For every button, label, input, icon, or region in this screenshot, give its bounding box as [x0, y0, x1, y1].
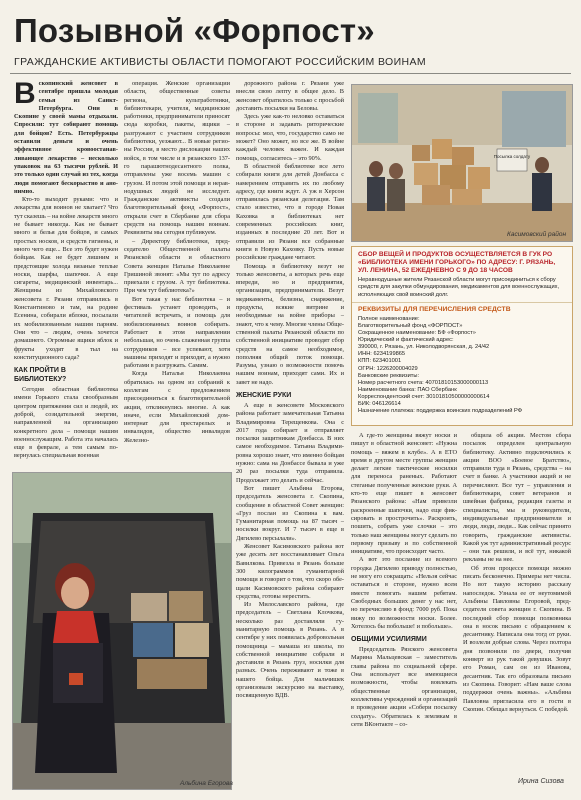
photo-sign-text: Посылка солдату [493, 154, 531, 159]
paragraph: А вот это послание из всемого городка Дягилево приводу полностью, не могу его сокращать: «Нельзя сейчас оставаться в стороне, нужно всем вместе помогать нашим ребятам. Свободных больших денег у нас нет, но перечисляю в фонд: 7000 руб. Пока вижу по возможности носки. Более. Хотелось бы побольше! и побольше». [351, 556, 457, 630]
requisite-line: КПП: 623401001 [358, 358, 402, 365]
requisite-line: БИК: 046126614 [358, 401, 401, 408]
paragraph: Об этом процессе помощи можно писать бесконечно. Примеры нет числа. Но вот такую историю рассказу напоследок. Узнала ее от неутомимой Альбины Павловны Егоровой, председателя совета женщин г. Скопина. В последний сбор помощи полковника она в носок письмо с обращением к десантнику. Написала она тогд от руки. И возлели добрые слова. Через полтора дня позвонили по двери, получив конверт из рук такой девушки. Зовут его Роман, сам он из Иванова, десантник. Так его образовала письмо из Скопина. Говорит: «Нам ваше слова поддержки очень важны». «Альбина Павловна пригласила его в гости в Скопин. Обещал вернуться. С победой. [463, 564, 571, 713]
article-column-4 [351, 432, 457, 786]
paragraph: Сегодня областная библиотека имени Горького стала свообразным центром притяжения сил и людей, их доброй, созидательной энергии, направленной на организацию конкретного дела – помощи нашим военнослужащим. Работа эта началась еще в феврале, а тем самым повернулась специальная военная [14, 386, 118, 460]
requisite-line: ОГРН: 1226200004029 [358, 365, 418, 372]
infobox-requisites [352, 316, 572, 415]
paragraph: В областной библиотеке все лето собирали книги для детей Донбасса с намерением отправить их по любому адресу, где книги ждут. А уж в Херсон отправилась рязанская делегация. Там стало известно, что в городе Новая Каховка в библиотеках нет современных российских книг, изданных в последние 20 лет. Вот и отправили из Рязани все собранные книги в Новую Каховку. Пусть новые российские граждане читают. [236, 162, 344, 262]
requisite-line: Назначение платежа: поддержка воинских подразделений РФ [358, 408, 523, 415]
article-column-5 [463, 432, 571, 772]
photo-car-trunk-illustration [13, 473, 231, 789]
requisite-line: Наименование банка: ПАО Сбербанк [358, 386, 457, 393]
donation-infobox [351, 246, 573, 426]
requisite-line: 390000, г. Рязань, ул. Николодворянская, д. 24/42 [358, 344, 490, 351]
paragraph: А где-то женщины вяжут носки и пишут в областной женсовет: «Нужна помощь – вяжем в клубе». А в ЕТО время в другом месте группы женщин делает легкие тактические носилки для переноса раненых. Работают стеганые полученные женские руки. А кто-то еще пишет в женсовет Рязанского района: «Нам привезли раскроенные шапочки, надо еще фиксировать и прострочить». Раскроить, пошить, собрать уже слочки – это только наш женщины могут сделать по первому призыву и по собственной инициативе, что происходит часто. [351, 432, 457, 556]
paragraph: Председатель Рязского женсовета Марина Мальцевская – заместитель главы района по социальной сфере. Она использует все имеющиеся возможности, чтобы вовлекать общественные организации, коллективы учреждений и организаций в проведение акции «Собери посылку солдату». Обратилась к землякам в сети ВКонтакте – со- [351, 646, 457, 728]
paragraph: Женсовет Касимовского района вот уже десять лет восстанавливает Ольга Вавилкова. Привезла в Рязань больше 300 килограммов гуманитарной помощи и говорит о том, что скоро обещали Касимовского района собирают средства, готовы нерестить. [236, 543, 344, 600]
drop-cap: В [14, 80, 36, 110]
article-headline: Позывной «Форпост» [14, 12, 375, 49]
article-subheadline: ГРАЖДАНСКИЕ АКТИВИСТЫ ОБЛАСТИ ПОМОГАЮТ РОССИЙСКИМ ВОИНАМ [14, 56, 427, 68]
header-divider [10, 73, 571, 74]
requisite-line: Юридический и фактический адрес: [358, 337, 454, 344]
article-lead: скопинский женсовет в сентябре пришла молодая семья из Санкт-Петербурга. Они в Скопине у своей мамы отдыхали. Спросили: тут собирают помощь для бойцов? Есть. Петербуржцы оставили деньги и очень эффективное кровоостанавливающее лекарство – несколько упаковок на 63 тысячи рублей. И это только один случай из тех, когда люди помогают бескорыстно и анонимно. [14, 80, 118, 195]
photo-caption-albina: Альбина Егорова [180, 780, 233, 787]
article-author: Ирина Сизова [518, 778, 564, 785]
section-heading-womens-hands: ЖЕНСКИЕ РУКИ [236, 391, 292, 399]
requisite-line: ИНН: 6234199865 [358, 351, 406, 358]
paragraph: А еще в женсовете Московского района работает замечательная Татьяна Владимировна Терещенкова. Она с 2017 года собирает и отправляет посылки защитникам Донбасса. В них самое необходимое. Татьяна Владимировна хорошо знает, что именно бойцам нужно: сама на Донбассе бывала и уже 20 раз посылки туда отправила. Продолжает это делать и сейчас. [236, 401, 344, 484]
paragraph: Помощь в библиотеку везут не только женсоветы, а которых речь еще впереди, но и предприятия, организации, предприниматели. Везут медикаменты, белизны, снаряжение, продукты, всякие витрине и необходимые на войне приборы – знают, что к чему. Многие члены Общественной палаты Рязанской области по собственной инициативе проводят сбор средств на самое необходимое, пополняя общий поток помощи. Разумы, узнаю о возможности помочь нашим воинам, приходят сами. Их и завет не надо. [236, 262, 344, 386]
infobox-collection-header: СБОР ВЕЩЕЙ И ПРОДУКТОВ ОСУЩЕСТВЛЯЕТСЯ В ГУК РО «БИБЛИОТЕКА ИМЕНИ ГОРЬКОГО» ПО АДРЕСУ: Г. РЯЗАНЬ, УЛ. ЛЕНИНА, 52 ЕЖЕДНЕВНО С 9 ДО 18 ЧАСОВ [358, 251, 556, 274]
infobox-requisites-header: РЕКВИЗИТЫ ДЛЯ ПЕРЕЧИСЛЕНИЯ СРЕДСТВ [352, 302, 572, 316]
requisite-line: Корреспондентский счет: 30101810500000000614 [358, 393, 490, 400]
paragraph: Из Милославского района, где председатель – Светлана Клочкова, несколько раз доставляли гуманитарную помощь в Рязань. А в сентябре у них появилась добровольная помощница – мамаша из школы, по собственной инициативе собрали и доставили в Рязань груз, носилки для разных. Очень переживают и тоже в нашего бойца. Для мальчишек организовали экскурсию на выставку, посвященную ВДВ. [236, 601, 344, 700]
paragraph: Когда Наталья Николаевна обратилась на одном из собраний к коллегам с предложением присоединиться к благотворительной акции, откликнулись многие. А как иначе, если Михайловский дом-интернат для престарелых и инвалидов, общество инвалидов Железно- [124, 370, 230, 444]
requisite-line: Номер расчетного счета: 40701810153000000113 [358, 379, 489, 386]
infobox-text: Неравнодушные жители Рязанской области могут присоединиться к сбору средств для закупки обмундирования, медикаментов для военнослужащих, исполняющих свой воинский долг. [358, 277, 560, 298]
photo-kasimov-illustration [352, 85, 572, 241]
paragraph: операция. Женские организации области, общественные советы региона, культработники, библиотекари, учителя, медицинские работники, предприниматели приносят сюда коробки, пакеты, ящики – разгружают с участием сотрудников библиотеки, уезжают... В новые регионы России, в место дислокации наших войск, в том числе и в рязанского 137-го парашютнодесантного полка, отправлены уже восемь машин с грузом. И потом этой помощи и неравнодушных людей не исследует. Гражданские активисты создали благотворительный фонд «Форпост», открыли счет в Сбербанке для сбора средств на помощь нашим воинам. Реквизиты мы сегодня публикуем. [124, 80, 230, 237]
article-column-1 [14, 80, 118, 465]
article-column-3 [236, 80, 344, 792]
section-heading-library: КАК ПРОЙТИ В БИБЛИОТЕКУ? [14, 367, 67, 384]
requisite-line: Банковские реквизиты: [358, 372, 420, 379]
paragraph: Кто-то выходит руками: что и лекарства для воинов не хватает? Что тут сказешь – на войне лекарств много не бывает никогда. Как не бывает много и белья для бойцов, и самых простых носков, и средств гигиены, и много чего еще... Все это будет нужен бойцам. Как не будет лишним и предстоящие холода вязаные теплые носки, шарфы, шапочки. А еще сигареты, медицинский инвентарь... Женщины из Михайловского женсовета г. Рязани отправились в Константиново и там, на родине Есенина, собирали яблоки, посылали их мобилизованным нашим парням. Они что – людям, очень хочется домашнего. Огромные ящики яблок и фрукты уходят в тыл на конституционного сада? [14, 196, 118, 361]
requisite-line: Полное наименование: [358, 315, 420, 322]
paragraph: Здесь уже как-то неловко оставаться в стороне и задавать риторические вопросы: мол, что, государство само не может? Оно может, но все же. В войне каждый человек важен. И каждая помощь, согласитесь – это 90%. [236, 113, 344, 162]
paragraph: дорожного района г. Рязани уже внесли свою лепту в общее дело. В женсовет обратилось только с просьбой доставить посылки на Беловы. [236, 80, 344, 112]
photo-caption-kasimov: Касимовский район [507, 231, 567, 238]
paragraph: общила об акции. Местом сбора посылок определен центральную библиотеку. Активно подключились к акции ВОО «Боевое Братство», отправили туда в Рязань, средства – на счет в банке. А участники акций и не перечисляют. Все тут – управления и библиотекари, совет ветеранов и швейная фабрика, редакция газеты и специалисты, мы и руководители, индивидуальные предприниматели и люди, люди, люди... Как сейчас принято говорить, гражданские активисты. Какой уж тут административный ресурс – они так решили, и всё тут, никакой рекламы не на нее. [463, 432, 571, 564]
article-column-2 [124, 80, 230, 465]
paragraph: Вот такая у нас библиотека – и фестиваль устанет проводить, и читателей встречать, и помощь для мобилизованных воинов собирать. Работает в этом направлении небольшая, но очень слаженная группа сотрудников – все успевают, хотя машины приходят и приходят, а нужно работами в разгружать. Самим. [124, 295, 230, 370]
photo-albina-egorova [12, 472, 232, 790]
requisite-line: Сокращенное наименование: БФ «Форпост» [358, 330, 476, 337]
paragraph: – Директору библиотеки, председателю Общественной палаты Рязанской области и областного Совета женщин Наталье Николаевне Гришиной звонят: «Мы тут по адресу приехали с грузом. А тут библиотека. При чем тут библиотека?» [124, 237, 230, 295]
section-heading-joint-efforts: ОБЩИМИ УСИЛИЯМИ [351, 636, 427, 644]
photo-kasimov-district [351, 84, 573, 242]
paragraph: Вот пишет Альбина Егорова, председатель женсовета г. Скопина, сообщение в областной Совет женщин: «Груз послан из Скопина к вам. Гуманитарная помощь на 87 тысяч – носилки вокруг. И 7 тысяч в еще в Дягилево персылали». [236, 484, 344, 542]
requisite-line: Благотворительный фонд «ФОРПОСТ» [358, 322, 463, 329]
